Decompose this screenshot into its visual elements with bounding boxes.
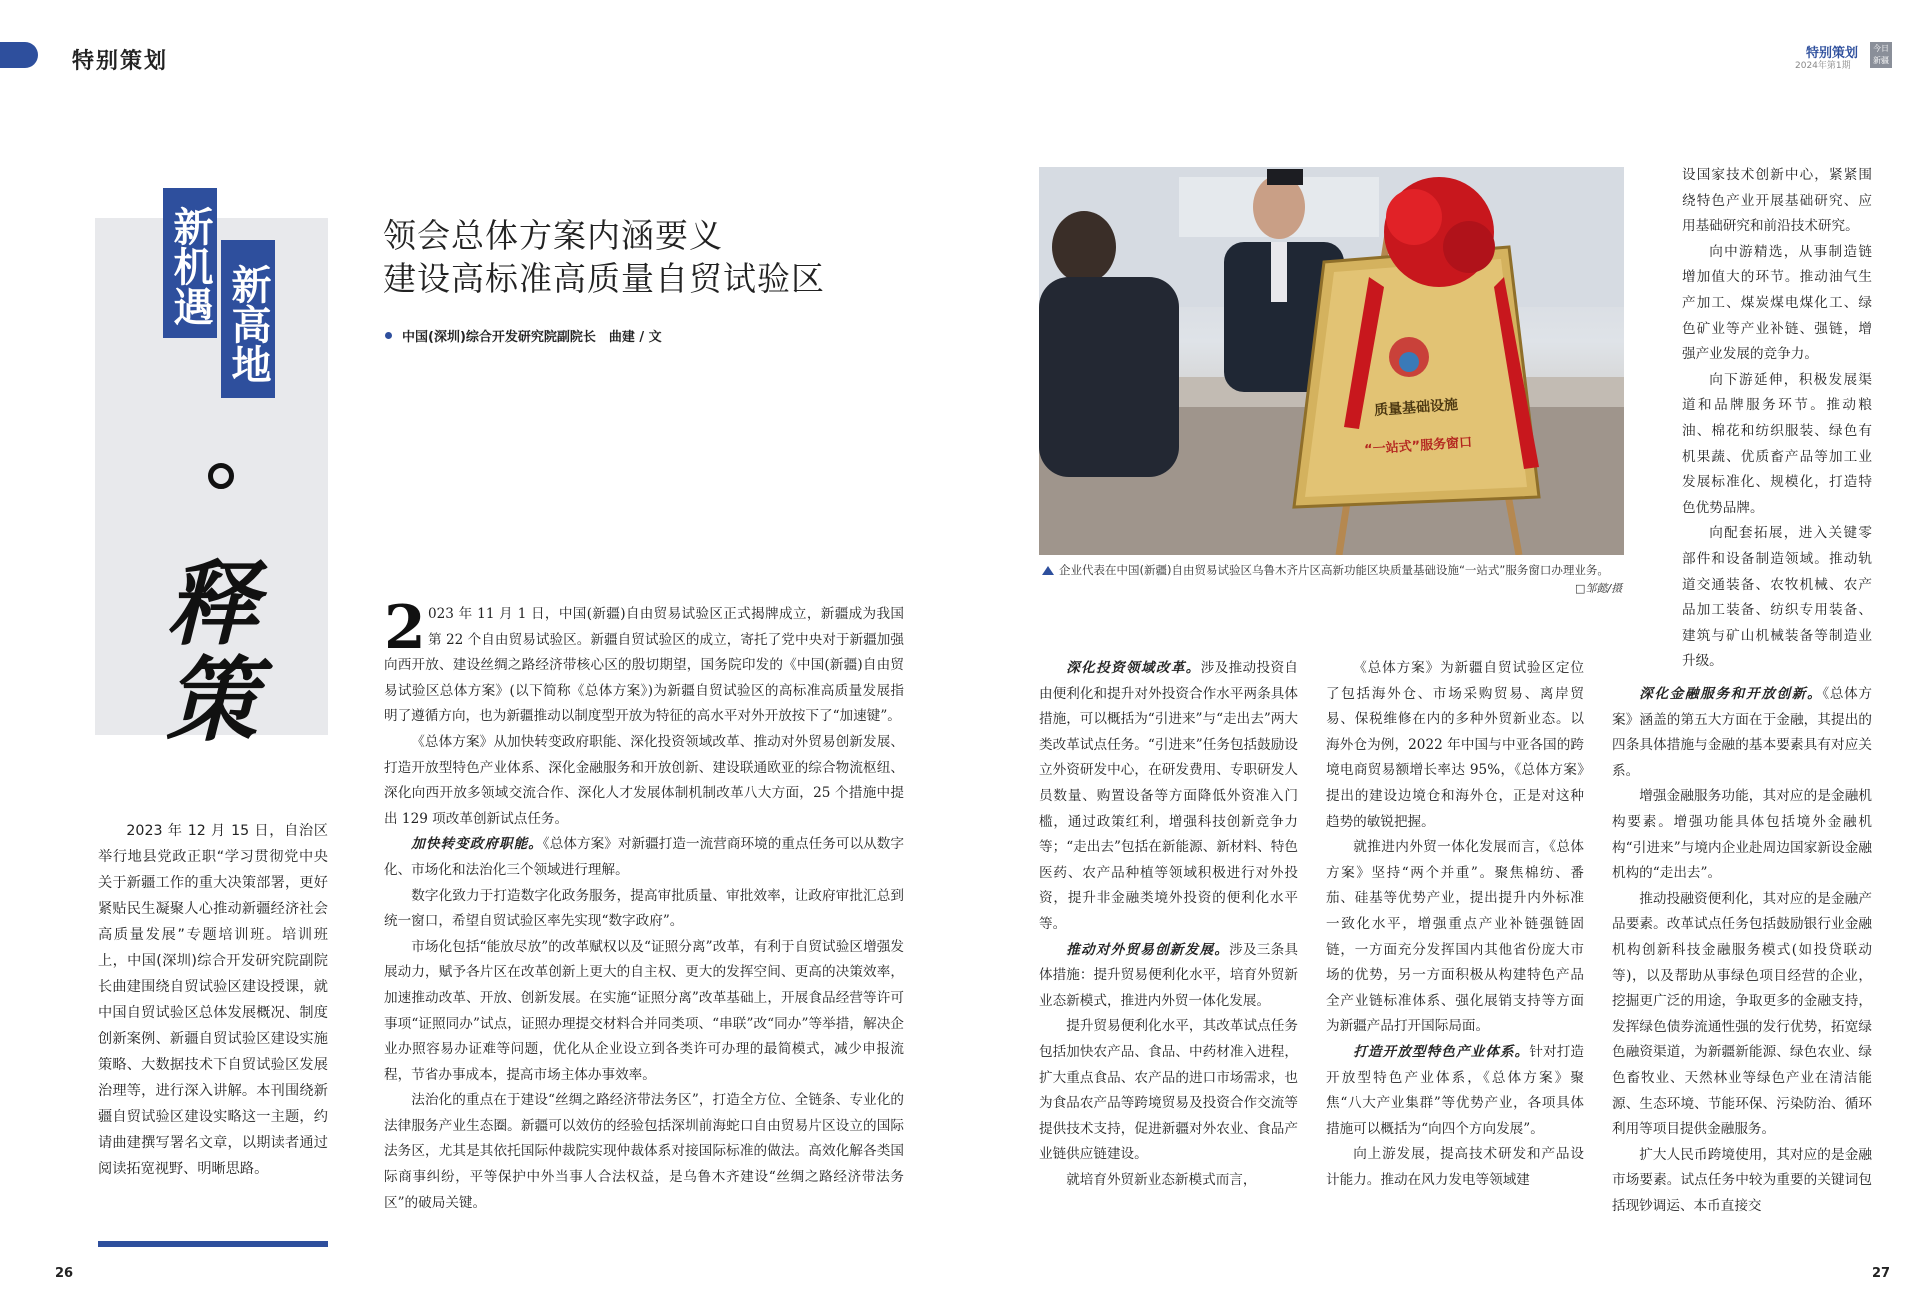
section-label-right: 特别策划 xyxy=(1806,46,1859,61)
article-column-3 xyxy=(1326,656,1584,1193)
paragraph: 法治化的重点在于建设“丝绸之路经济带法务区”，打造全方位、全链条、专业化的法律服务产业生态圈。新疆可以效仿的经验包括深圳前海蛇口自由贸易片区设立的国际法务区，尤其是其依托国际仲裁院实现仲裁体系对接国际标准的做法。高效化解各类国际商事纠纷，平等保护中外当事人合法权益，是乌鲁木齐建设“丝绸之路经济带法务区”的破局关键。 xyxy=(384,1092,904,1211)
photo-plaque-sub: “一站式”服务窗口 xyxy=(1363,435,1473,458)
calligraphy-title: 释策 xyxy=(151,555,259,747)
dropcap-spacer xyxy=(384,602,428,648)
paragraph-lead: 打造开放型特色产业体系。 xyxy=(1353,1043,1530,1060)
paragraph-lead: 深化投资领域改革。 xyxy=(1066,660,1201,676)
photo-plaque-text: 质量基础设施 xyxy=(1373,397,1459,419)
paragraph: 023 年 11 月 1 日，中国(新疆)自由贸易试验区正式揭牌成立，新疆成为我国第 22 个自由贸易试验区。新疆自贸试验区的成立，寄托了党中央对于新疆加强向西开放、建设丝绸之路经济带核心区的殷切期望，国务院印发的《中国(新疆)自由贸易试验区总体方案》(以下简称《总体方案》)为新疆自贸试验区的高标准高质量发展指明了遵循方向，也为新疆推动以制度型开放为特征的高水平对外开放按下了“加速键”。 xyxy=(384,602,904,730)
paragraph: 扩大人民币跨境使用，其对应的是金融市场要素。试点任务中较为重要的关键词包括现钞调运、本币直接交 xyxy=(1612,1146,1872,1214)
paragraph: 《总体方案》为新疆自贸试验区定位了包括海外仓、市场采购贸易、离岸贸易、保税维修在内的多种外贸新业态。以海外仓为例，2022 年中国与中亚各国的跨境电商贸易额增长率达 95%，《总体方案》提出的建设边境仓和海外仓，正是对这种趋势的敏锐把握。 xyxy=(1326,660,1584,830)
drop-cap: 2 xyxy=(384,593,426,663)
tag-new-opportunity: 新机遇 xyxy=(163,188,217,338)
paragraph xyxy=(1326,1040,1584,1142)
paragraph: 就推进内外贸一体化发展而言，《总体方案》坚持“两个并重”。聚焦棉纺、番茄、硅基等优势产业，提出提升内外标准一致化水平，增强重点产业补链强链固链，一方面充分发挥国内其他省份庞大市场的优势，另一方面积极从构建特色产品全产业链标准体系、强化展销支持等方面为新疆产品打开国际局面。 xyxy=(1326,839,1584,1035)
paragraph-lead: 推动对外贸易创新发展。 xyxy=(1066,941,1230,958)
paragraph xyxy=(1612,682,1872,784)
article-byline: 中国(深圳)综合开发研究院副院长 曲建 / 文 xyxy=(402,330,662,345)
section-tab-marker xyxy=(0,42,38,68)
paragraph: 数字化致力于打造数字化政务服务，提高审批质量、审批效率，让政府审批汇总到统一窗口，希望自贸试验区率先实现“数字政府”。 xyxy=(384,887,904,930)
photo-caption: 企业代表在中国(新疆)自由贸易试验区乌鲁木齐片区高新功能区块质量基础设施“一站式”服务窗口办理业务。 xyxy=(1059,563,1609,577)
paragraph xyxy=(384,832,904,883)
article-photo xyxy=(1039,167,1624,555)
paragraph: 向配套拓展，进入关键零部件和设备制造领域。推动轨道交通装备、农牧机械、农产品加工装备、纺织专用装备、建筑与矿山机械装备等制造业升级。 xyxy=(1682,525,1872,670)
paragraph-lead: 深化金融服务和开放创新。 xyxy=(1639,686,1823,702)
paragraph: 向上游发展，提高技术研发和产品设计能力。推动在风力发电等领域建 xyxy=(1326,1146,1584,1188)
paragraph: 提升贸易便利化水平，其改革试点任务包括加快农产品、食品、中药材准入进程，扩大重点食品、农产品的进口市场需求，也为食品农产品等跨境贸易及投资合作交流等提供技术支持，促进新疆对外农业、食品产业链供应链建设。 xyxy=(1039,1018,1298,1163)
article-column-4-bottom xyxy=(1612,682,1872,1219)
sidebar-intro: 2023 年 12 月 15 日，自治区举行地县党政正职“学习贯彻党中央关于新疆工作的重大决策部署，更好紧贴民生凝聚人心推动新疆经济社会高质量发展”专题培训班。培训班上，中国(深圳)综合开发研究院副院长曲建围绕自贸试验区建设授课，就中国自贸试验区总体发展概况、制度创新案例、新疆自贸试验区建设实施策略、大数据技术下自贸试验区发展治理等，进行深入讲解。本刊围绕新疆自贸试验区建设实略这一主题，约请曲建撰写署名文章，以期读者通过阅读拓宽视野、明晰思路。 xyxy=(98,823,328,1177)
article-column-1 xyxy=(384,602,904,1216)
page-number-left: 26 xyxy=(55,1266,74,1281)
paragraph: 向中游精选，从事制造链增加值大的环节。推动油气生产加工、煤炭煤电煤化工、绿色矿业等产业补链、强链，增强产业发展的竞争力。 xyxy=(1682,243,1872,363)
byline-bullet xyxy=(385,332,392,339)
sidebar-bottom-rule xyxy=(98,1241,328,1247)
paragraph-text: 《总体方案》涵盖的第五大方面在于金融，其提出的四条具体措施与金融的基本要素具有对应关系。 xyxy=(1612,686,1873,779)
paragraph: 向下游延伸，积极发展渠道和品牌服务环节。推动粮油、棉花和纺织服装、绿色有机果蔬、优质畜产品等加工业发展标准化、规模化，打造特色优势品牌。 xyxy=(1682,371,1872,516)
paragraph: 《总体方案》从加快转变政府职能、深化投资领域改革、推动对外贸易创新发展、打造开放型特色产业体系、深化金融服务和开放创新、建设联通欧亚的综合物流枢纽、深化向西开放多领域交流合作、深化人才发展体制机制改革八大方面，25 个措施中提出 129 项改革创新试点任务。 xyxy=(384,733,904,827)
paragraph-text: 《总体方案》对新疆打造一流营商环境的重点任务可以从数字化、市场化和法治化三个领域进行理解。 xyxy=(384,836,905,878)
tag-new-highland: 新高地 xyxy=(221,240,275,398)
paragraph-text: 涉及三条具体措施：提升贸易便利化水平，培育外贸新业态新模式，推进内外贸一体化发展。 xyxy=(1039,941,1299,1009)
page-number-right: 27 xyxy=(1872,1266,1891,1281)
section-label-left: 特别策划 xyxy=(72,48,169,74)
article-title xyxy=(383,214,825,300)
article-column-2 xyxy=(1039,656,1298,1193)
magazine-badge-text: 今日新疆 xyxy=(1873,44,1889,65)
paragraph: 推动投融资便利化，其对应的是金融产品要素。改革试点任务包括鼓励银行业金融机构创新科技金融服务模式(如投贷联动等)，以及帮助从事绿色项目经营的企业，挖掘更广泛的用途，争取更多的金融支持，发挥绿色债券流通性强的发行优势，拓宽绿色融资渠道，为新疆新能源、绿色农业、绿色畜牧业、天然林业等绿色产业在清洁能源、生态环境、节能环保、污染防治、循环利用等项目提供金融服务。 xyxy=(1612,890,1872,1138)
paragraph: 市场化包括“能放尽放”的改革赋权以及“证照分离”改革，有利于自贸试验区增强发展动力，赋予各片区在改革创新上更大的自主权、更大的发挥空间、更高的决策效率，加速推动改革、开放、创新发展。在实施“证照分离”改革基础上，开展食品经营等许可事项“证照同办”试点，证照办理提交材料合并同类项、“串联”改“同办”等举措，解决企业办照容易办证难等问题，优化从企业设立到各类许可办理的最简模式，减少申报流程，节省办事成本，提高市场主体办事效率。 xyxy=(384,938,904,1083)
paragraph-lead: 加快转变政府职能。 xyxy=(411,836,543,853)
paragraph: 增强金融服务功能，其对应的是金融机构要素。增强功能具体包括境外金融机构“引进来”与境内企业赴周边国家新设金融机构的“走出去”。 xyxy=(1612,788,1872,882)
issue-label: 2024年第1期 xyxy=(1795,61,1851,71)
decorative-dot xyxy=(208,463,234,489)
photo-scene xyxy=(1039,167,1624,555)
paragraph-text: 针对打造开放型特色产业体系，《总体方案》聚焦“八大产业集群”等优势产业，各项具体措施可以概括为“向四个方向发展”。 xyxy=(1326,1043,1585,1137)
article-title-line1: 领会总体方案内涵要义 xyxy=(383,216,723,255)
paragraph: 就培育外贸新业态新模式而言， xyxy=(1066,1171,1257,1188)
paragraph: 设国家技术创新中心，紧紧围绕特色产业开展基础研究、应用基础研究和前沿技术研究。 xyxy=(1682,167,1872,235)
paragraph-text: 涉及推动投资自由便利化和提升对外投资合作水平两条具体措施，可以概括为“引进来”与“走出去”两大类改革试点任务。“引进来”任务包括鼓励设立外资研发中心，在研发费用、专职研发人员数量、购置设备等方面降低外资准入门槛，通过政策红利，增强科技创新竞争力等；“走出去”包括在新能源、新材料、特色医药、农产品种植等领域积极进行对外投资，提升非金融类境外投资的便利化水平等。 xyxy=(1039,660,1298,932)
article-column-4-top xyxy=(1682,163,1872,675)
photo-credit: □邹懿/摄 xyxy=(1575,582,1623,595)
paragraph xyxy=(1039,656,1298,938)
paragraph xyxy=(1039,938,1298,1015)
magazine-badge xyxy=(1870,42,1892,68)
article-title-line2: 建设高标准高质量自贸试验区 xyxy=(383,259,825,298)
